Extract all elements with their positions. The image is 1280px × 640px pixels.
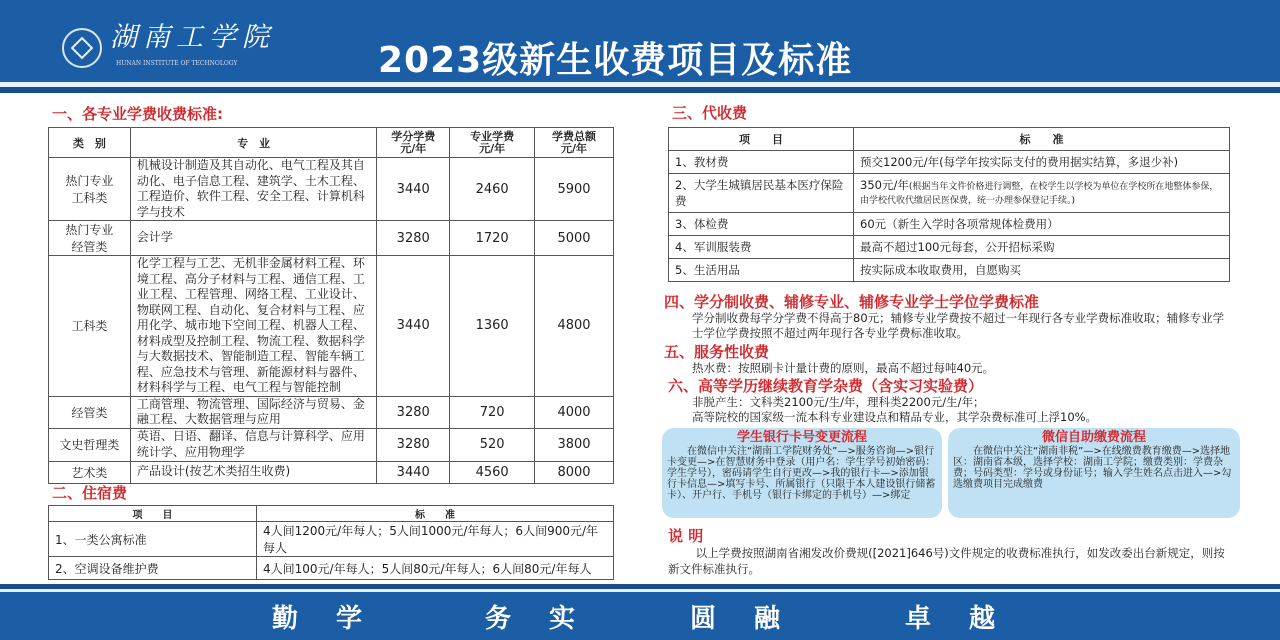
motto-4: 卓越 — [905, 604, 1034, 634]
school-seal-icon — [62, 28, 102, 68]
majors-cell: 化学工程与工艺、无机非金属材料工程、环境工程、高分子材料与工程、通信工程、工业工程、工程管理、网络工程、工业设计、物联网工程、自动化、复合材料与工程、应用化学、城市地下空间工程、机器人工程、材料成型及控制工程、物流工程、数据科学与大数据技术、智能制造工程、智能车辆工程、应急技术与管理、新能源材料与器件、材料科学与工程、电气工程与智能控制 — [130, 256, 376, 397]
tuition-title: 一、各专业学费收费标准: — [52, 105, 223, 123]
table-row — [49, 428, 614, 461]
major-fee-cell: 1360 — [450, 256, 535, 397]
table-row — [49, 522, 614, 557]
note-title: 说 明 — [668, 527, 704, 545]
motto-1: 勤学 — [272, 604, 401, 634]
wechat-pay-title: 微信自助缴费流程 — [1041, 430, 1146, 445]
table-row — [669, 213, 1230, 236]
table-row — [49, 461, 614, 483]
continuing-line2: 高等院校的国家级一流本科专业建设点和精品专业，其学杂费标准可上浮10%。 — [692, 410, 1098, 424]
majors-cell: 英语、日语、翻译、信息与计算科学、应用统计学、应用物理学 — [130, 428, 376, 461]
credit-fee-cell: 3440 — [377, 461, 450, 483]
credit-fee-cell: 3440 — [377, 256, 450, 397]
major-fee-cell: 4560 — [450, 461, 535, 483]
credit-fee-cell: 3280 — [377, 428, 450, 461]
header-item: 项 目 — [669, 128, 854, 151]
table-row — [49, 396, 614, 428]
tuition-table — [48, 127, 614, 484]
housing-item: 1、一类公寓标准 — [49, 522, 257, 557]
agency-standard: 60元（新生入学时各项常规体检费用） — [854, 213, 1230, 236]
agency-item: 5、生活用品 — [669, 259, 854, 282]
agency-standard: 预交1200元/年(每学年按实际支付的费用据实结算，多退少补) — [854, 151, 1230, 174]
footer-banner — [0, 592, 1280, 640]
housing-standard: 4人间1200元/年每人；5人间1000元/年每人；6人间900元/年每人 — [257, 522, 614, 557]
header-item: 项 目 — [49, 506, 257, 522]
major-fee-cell: 520 — [450, 428, 535, 461]
housing-standard: 4人间100元/年每人；5人间80元/年每人；6人间80元/年每人 — [257, 557, 614, 580]
credit-fee-cell: 3280 — [377, 396, 450, 428]
category-cell: 热门专业 工科类 — [49, 158, 131, 221]
table-row — [49, 557, 614, 580]
majors-cell: 产品设计(按艺术类招生收费) — [130, 461, 376, 483]
table-row — [669, 259, 1230, 282]
category-cell: 艺术类 — [49, 461, 131, 483]
majors-cell: 机械设计制造及其自动化、电气工程及其自动化、电子信息工程、建筑学、土木工程、工程造价、软件工程、安全工程、计算机科学与技术 — [130, 158, 376, 221]
service-title: 五、服务性收费 — [664, 343, 770, 361]
agency-item: 3、体检费 — [669, 213, 854, 236]
bank-card-box — [662, 428, 942, 518]
table-row — [669, 236, 1230, 259]
agency-table — [668, 127, 1230, 282]
page-title: 2023级新生收费项目及标准 — [378, 40, 853, 81]
agency-standard: 按实际成本收取费用，自愿购买 — [854, 259, 1230, 282]
total-fee-cell: 4000 — [535, 396, 614, 428]
header-category: 类 别 — [49, 128, 131, 158]
header-major: 专 业 — [130, 128, 376, 158]
header-band — [0, 87, 1280, 93]
agency-standard: 最高不超过100元每套，公开招标采购 — [854, 236, 1230, 259]
header-credit-fee: 学分学费 元/年 — [377, 128, 450, 158]
agency-item: 4、军训服装费 — [669, 236, 854, 259]
note-text: 以上学费按照湖南省湘发改价费规([2021]646号)文件规定的收费标准执行，如发改委出台新规定，则按新文件标准执行。 — [668, 546, 1225, 576]
school-name-en: HUNAN INSTITUTE OF TECHNOLOGY — [116, 60, 238, 67]
table-row — [669, 174, 1230, 213]
agency-title: 三、代收费 — [672, 104, 748, 122]
table-row — [49, 221, 614, 256]
housing-item: 2、空调设备维护费 — [49, 557, 257, 580]
total-fee-cell: 3800 — [535, 428, 614, 461]
category-cell: 热门专业 经管类 — [49, 221, 131, 256]
header-total-fee: 学费总额 元/年 — [535, 128, 614, 158]
table-row — [49, 158, 614, 221]
total-fee-cell: 5000 — [535, 221, 614, 256]
bank-card-text: 在微信中关注“湖南工学院财务处”—>服务咨询—>银行卡变更—>在智慧财务中登录（用户名：学生学号初始密码：学生学号），密码请学生自行更改—>我的银行卡—>添加银行卡信息—>填写卡号、所属银行（只限于本人建设银行储蓄卡）、开户行、手机号（银行卡绑定的手机号）—>绑定 — [667, 446, 936, 501]
table-header — [49, 128, 614, 158]
credit-system-text: 学分制收费每学分学费不得高于80元；辅修专业学费按不超过一年现行各专业学费标准收取；辅修专业学士学位学费按照不超过两年现行各专业学费标准收取。 — [692, 311, 1225, 340]
credit-fee-cell: 3440 — [377, 158, 450, 221]
header-major-fee: 专业学费 元/年 — [450, 128, 535, 158]
service-text: 热水费：按照刷卡计量计费的原则，最高不超过每吨40元。 — [692, 361, 995, 375]
bank-card-title: 学生银行卡号变更流程 — [736, 430, 867, 445]
total-fee-cell: 8000 — [535, 461, 614, 483]
total-fee-cell: 5900 — [535, 158, 614, 221]
credit-system-title: 四、学分制收费、辅修专业、辅修专业学士学位学费标准 — [664, 293, 1040, 311]
agency-item: 2、大学生城镇居民基本医疗保险费 — [669, 174, 854, 213]
agency-item: 1、教材费 — [669, 151, 854, 174]
total-fee-cell: 4800 — [535, 256, 614, 397]
housing-title: 二、住宿费 — [52, 484, 128, 502]
credit-fee-cell: 3280 — [377, 221, 450, 256]
table-row — [49, 256, 614, 397]
major-fee-cell: 1720 — [450, 221, 535, 256]
school-name: 湖南工学院 — [110, 22, 275, 53]
major-fee-cell: 720 — [450, 396, 535, 428]
majors-cell: 工商管理、物流管理、国际经济与贸易、金融工程、大数据管理与应用 — [130, 396, 376, 428]
continuing-line1: 非脱产生：文科类2100元/生/年，理科类2200元/生/年； — [692, 395, 985, 409]
major-fee-cell: 2460 — [450, 158, 535, 221]
agency-note: (根据当年文件价格进行调整，在校学生以学校为单位在学校所在地整体参保，由学校代收代缴居民医保费，统一办理参保登记手续。) — [860, 182, 1219, 206]
header-standard: 标 准 — [854, 128, 1230, 151]
category-cell: 经管类 — [49, 396, 131, 428]
category-cell: 工科类 — [49, 256, 131, 397]
motto-2: 务实 — [485, 604, 614, 634]
table-row — [669, 151, 1230, 174]
wechat-pay-text: 在微信中关注“湖南非税”—>在线缴费教育缴费—>选择地区：湖南省本级，选择学校：湖南工学院；缴费类别：学费杂费；号码类型：学号或身份证号；输入学生姓名点击进入—>勾选缴费项目完成缴费 — [953, 446, 1232, 490]
header-standard: 标 准 — [257, 506, 614, 522]
category-cell: 文史哲理类 — [49, 428, 131, 461]
continuing-title: 六、高等学历继续教育学杂费（含实习实验费） — [668, 377, 984, 395]
majors-cell: 会计学 — [130, 221, 376, 256]
housing-table — [48, 505, 614, 580]
wechat-pay-box — [948, 428, 1240, 518]
agency-standard: 350元/年 — [860, 178, 909, 192]
motto-3: 圆融 — [690, 604, 819, 634]
